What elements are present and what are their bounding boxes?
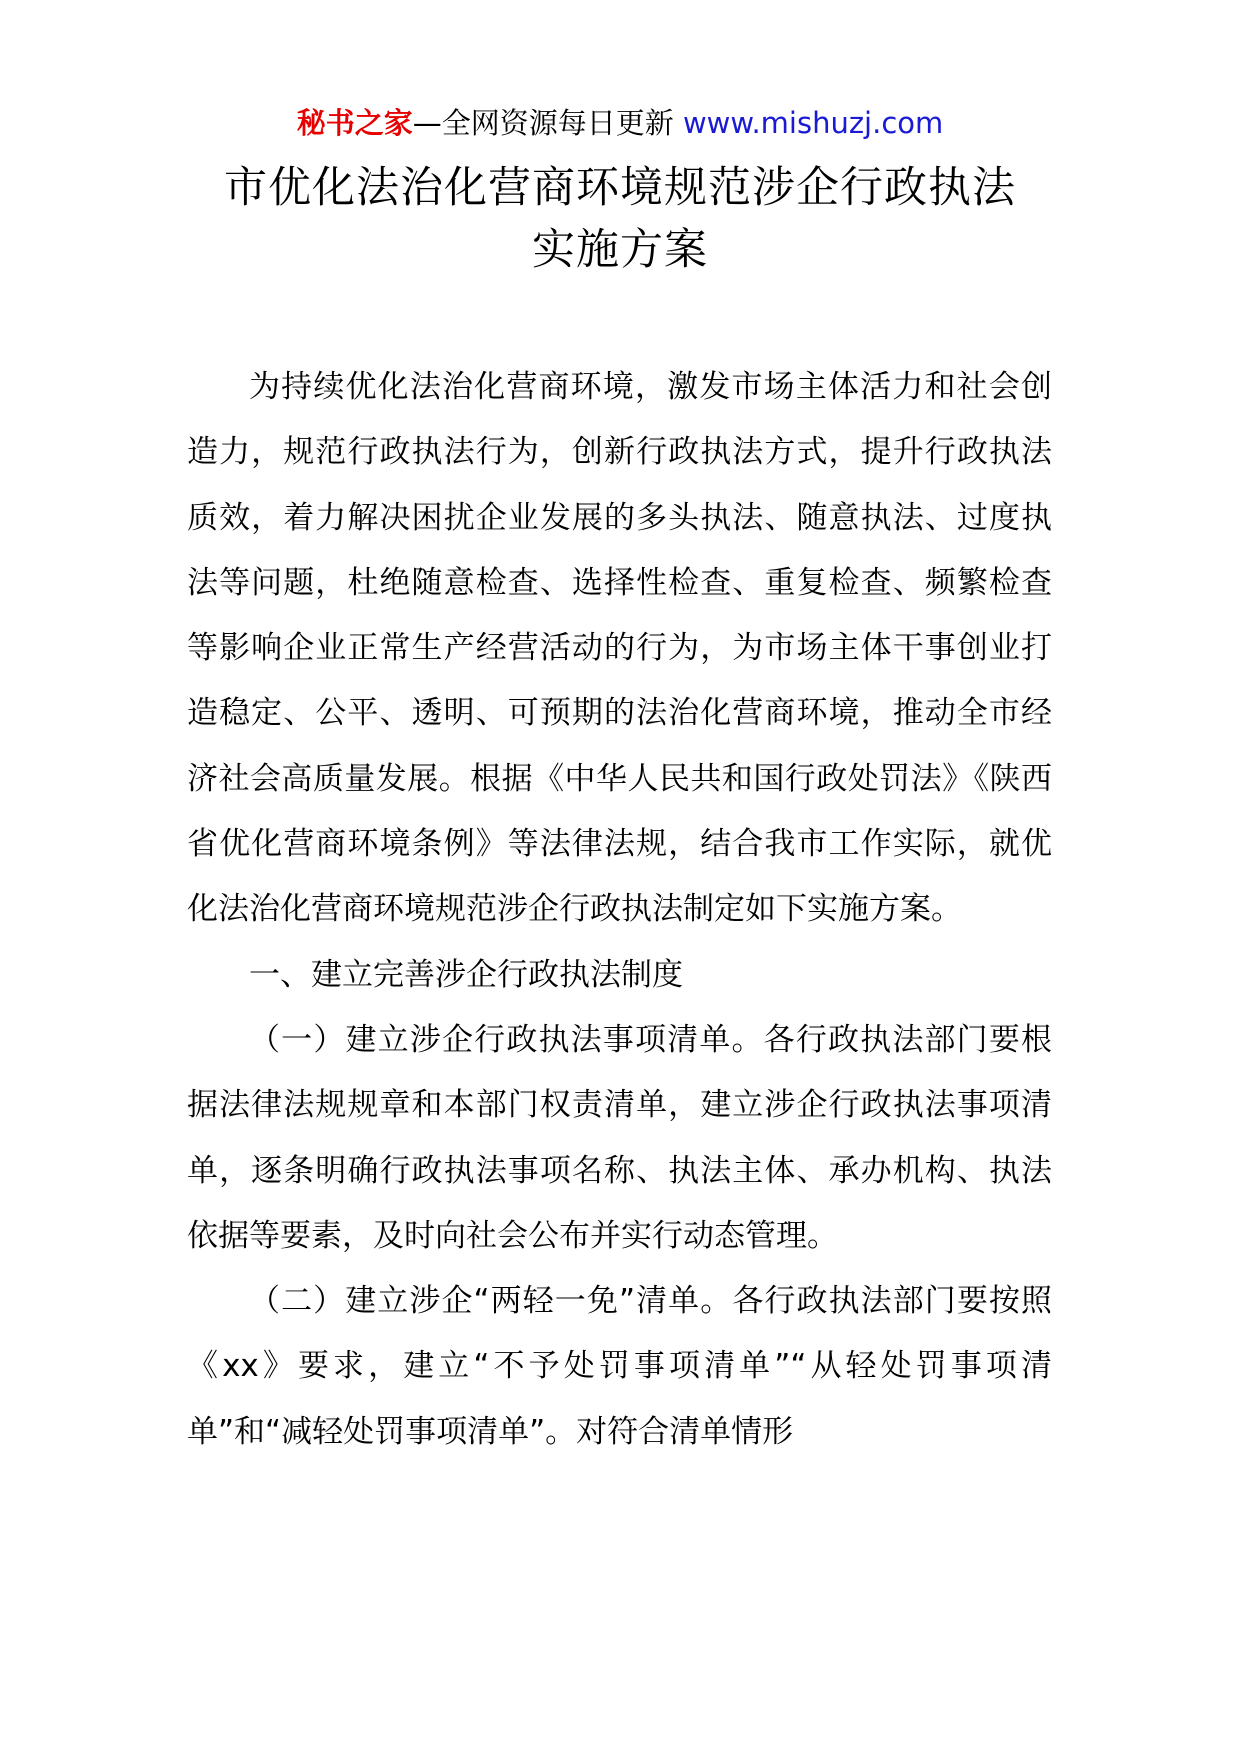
list-item-paragraph: （二）建立涉企“两轻一免”清单。各行政执法部门要按照《xx》要求，建立“不予处罚事项清单”“从轻处罚事项清单”和“减轻处罚事项清单”。对符合清单情形 (187, 1283, 1052, 1450)
document-title-line-1: 市优化法治化营商环境规范涉企行政执法 (224, 163, 1016, 213)
site-url-link[interactable]: www.mishuzj.com (682, 106, 944, 140)
intro-paragraph: 为持续优化法治化营商环境，激发市场主体活力和社会创造力，规范行政执法行为，创新行政执法方式，提升行政执法质效，着力解决困扰企业发展的多头执法、随意执法、过度执法等问题，杜绝随意检查、选择性检查、重复检查、频繁检查等影响企业正常生产经营活动的行为，为市场主体干事创业打造稳定、公平、透明、可预期的法治化营商环境，推动全市经济社会高质量发展。根据《中华人民共和国行政处罚法》《陕西省优化营商环境条例》等法律法规，结合我市工作实际，就优化法治化营商环境规范涉企行政执法制定如下实施方案。 (187, 369, 1052, 928)
document-title-line-2: 实施方案 (532, 225, 708, 275)
site-header (0, 101, 1240, 145)
document-title (0, 157, 1240, 281)
section-heading: 一、建立完善涉企行政执法制度 (249, 956, 683, 993)
document-body (187, 355, 1052, 1465)
site-brand: 秘书之家 (296, 106, 413, 140)
list-item-paragraph: （一）建立涉企行政执法事项清单。各行政执法部门要根据法律法规规章和本部门权责清单，建立涉企行政执法事项清单，逐条明确行政执法事项名称、执法主体、承办机构、执法依据等要素，及时向社会公布并实行动态管理。 (187, 1021, 1052, 1254)
site-tagline: —全网资源每日更新 (412, 106, 674, 140)
